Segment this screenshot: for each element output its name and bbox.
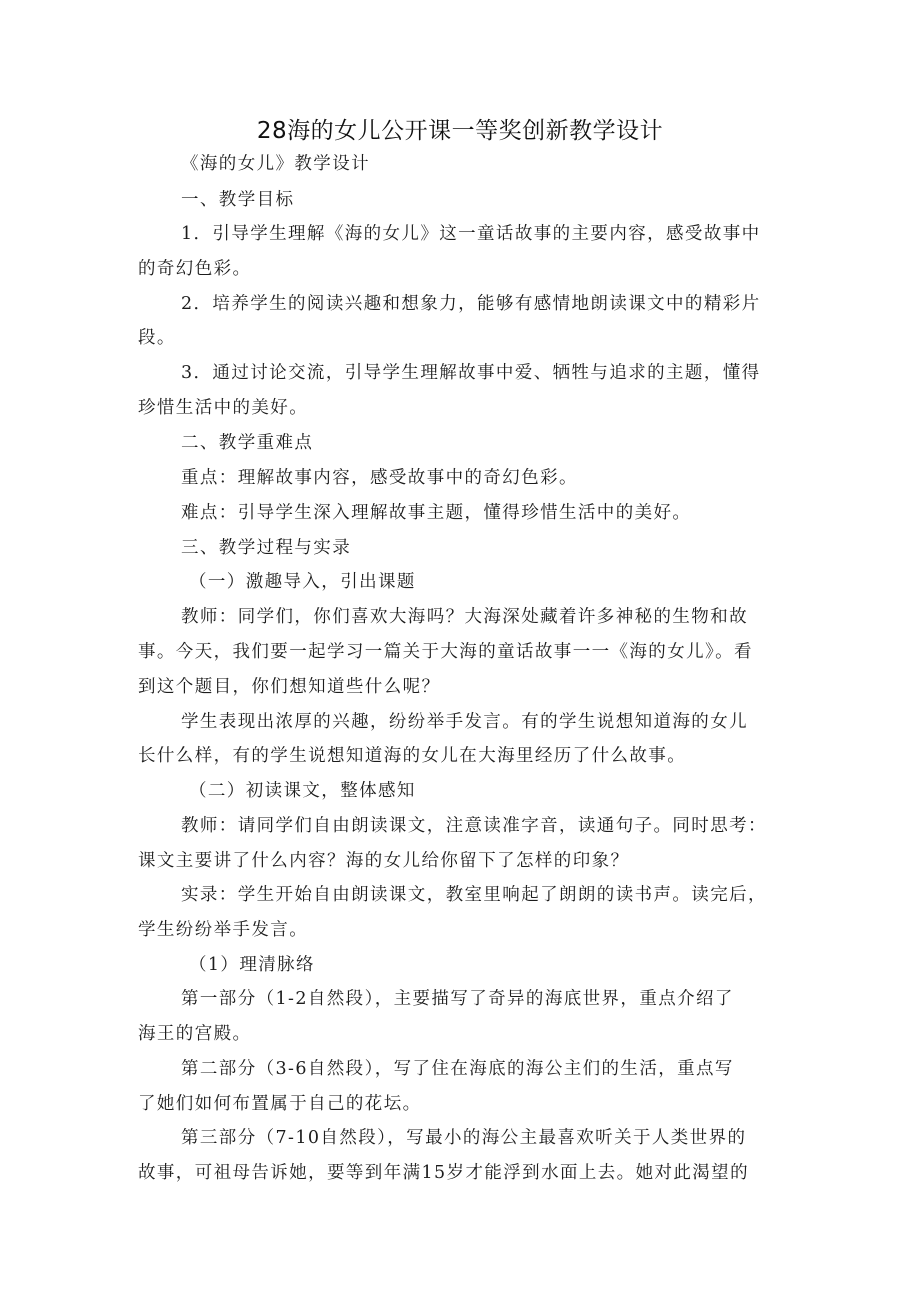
paragraph-line: （一）激趣导入，引出课题 [189, 572, 416, 592]
paragraph-line: 教师：请同学们自由朗读课文，注意读准字音，读通句子。同时思考： [181, 816, 767, 836]
paragraph-line: 第二部分（3-6自然段），写了住在海底的海公主们的生活，重点写 [181, 1059, 734, 1079]
paragraph-line: 珍惜生活中的美好。 [138, 398, 309, 418]
paragraph-line: 2．培养学生的阅读兴趣和想象力，能够有感情地朗读课文中的精彩片 [181, 294, 761, 314]
paragraph-line: 的奇幻色彩。 [138, 259, 252, 279]
paragraph-line: 1．引导学生理解《海的女儿》这一童话故事的主要内容，感受故事中 [181, 224, 761, 244]
paragraph-line: 三、教学过程与实录 [181, 538, 352, 558]
paragraph-line: 学生纷纷举手发言。 [138, 920, 309, 940]
paragraph-line: 难点：引导学生深入理解故事主题，懂得珍惜生活中的美好。 [181, 503, 692, 523]
paragraph-line: 《海的女儿》教学设计 [181, 154, 370, 174]
paragraph-line: 课文主要讲了什么内容？海的女儿给你留下了怎样的印象？ [138, 851, 630, 871]
paragraph-line: 海王的宫殿。 [138, 1024, 252, 1044]
paragraph-line: 实录：学生开始自由朗读课文，教室里响起了朗朗的读书声。读完后， [181, 885, 767, 905]
paragraph-line: 故事，可祖母告诉她，要等到年满15岁才能浮到水面上去。她对此渴望的 [138, 1163, 749, 1183]
paragraph-line: 事。今天，我们要一起学习一篇关于大海的童话故事一一《海的女儿》。看 [138, 642, 753, 662]
paragraph-line: 第一部分（1-2自然段），主要描写了奇异的海底世界，重点介绍了 [181, 989, 734, 1009]
paragraph-line: 重点：理解故事内容，感受故事中的奇幻色彩。 [181, 468, 578, 488]
paragraph-line: 了她们如何布置属于自己的花坛。 [138, 1094, 422, 1114]
paragraph-line: 一、教学目标 [181, 190, 295, 210]
paragraph-line: 学生表现出浓厚的兴趣，纷纷举手发言。有的学生说想知道海的女儿 [181, 712, 748, 732]
paragraph-line: （二）初读课文，整体感知 [189, 781, 416, 801]
paragraph-line: 第三部分（7-10自然段），写最小的海公主最喜欢听关于人类世界的 [181, 1128, 747, 1148]
paragraph-line: 3．通过讨论交流，引导学生理解故事中爱、牺牲与追求的主题，懂得 [181, 363, 761, 383]
paragraph-line: 到这个题目，你们想知道些什么呢？ [138, 677, 441, 697]
paragraph-line: 教师：同学们，你们喜欢大海吗？大海深处藏着许多神秘的生物和故 [181, 607, 748, 627]
document-title: 28海的女儿公开课一等奖创新教学设计 [256, 118, 664, 144]
paragraph-line: 二、教学重难点 [181, 433, 314, 453]
paragraph-line: 长什么样，有的学生说想知道海的女儿在大海里经历了什么故事。 [138, 746, 687, 766]
paragraph-line: （1）理清脉络 [189, 955, 315, 975]
paragraph-line: 段。 [138, 328, 176, 348]
